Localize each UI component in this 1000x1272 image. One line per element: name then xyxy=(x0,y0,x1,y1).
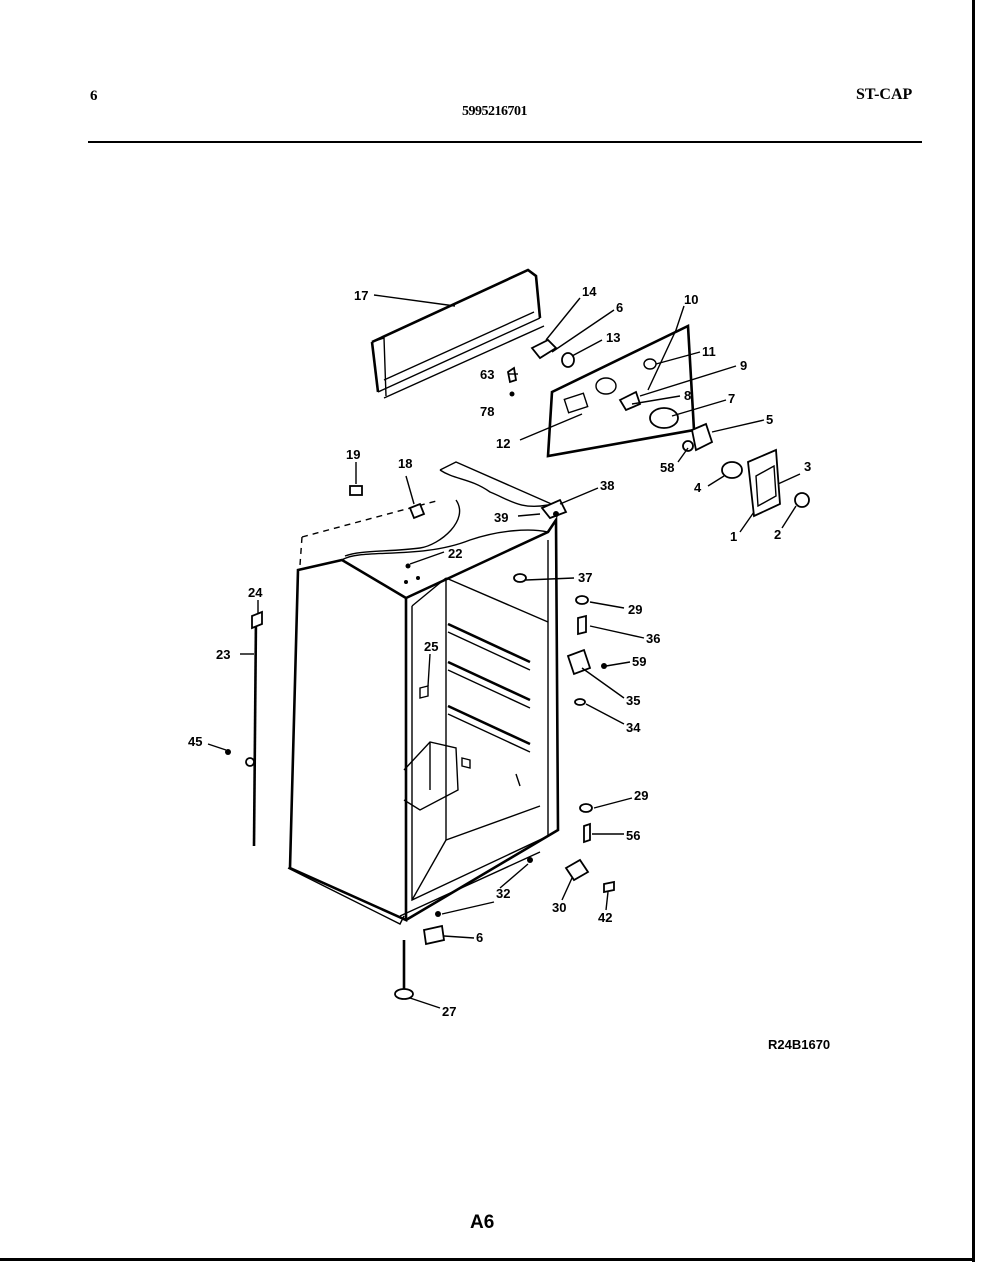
page-code: A6 xyxy=(470,1212,495,1233)
callout-label: 9 xyxy=(740,358,748,373)
callout-label: 27 xyxy=(442,1004,457,1019)
control-panel-drawing xyxy=(548,326,694,456)
callout-label: 5 xyxy=(766,412,774,427)
callout-label: 38 xyxy=(600,478,615,493)
callout-label: 12 xyxy=(496,436,511,451)
page-number: 6 xyxy=(90,88,98,104)
callout-label: 11 xyxy=(702,344,716,359)
callout-label: 13 xyxy=(606,330,621,345)
callout-label: 17 xyxy=(354,288,369,303)
callout-label: 34 xyxy=(626,720,641,735)
evaporator-cover-drawing xyxy=(372,270,544,398)
callout-label: 18 xyxy=(398,456,413,471)
callout-label: 32 xyxy=(496,886,511,901)
callout-label: 23 xyxy=(216,647,231,662)
callout-label: 6 xyxy=(476,930,484,945)
callout-label: 45 xyxy=(188,734,203,749)
callout-label: 4 xyxy=(694,480,702,495)
callout-label: 8 xyxy=(684,388,692,403)
drawing-code: R24B1670 xyxy=(768,1037,831,1052)
callout-label: 35 xyxy=(626,693,641,708)
callout-label: 29 xyxy=(628,602,643,617)
callout-label: 3 xyxy=(804,459,812,474)
section-code: ST-CAP xyxy=(856,86,913,103)
model-number: 5995216701 xyxy=(462,104,527,119)
callout-label: 58 xyxy=(660,460,675,475)
callout-label: 19 xyxy=(346,447,361,462)
callout-label: 2 xyxy=(774,527,782,542)
callout-label: 59 xyxy=(632,654,647,669)
callout-label: 36 xyxy=(646,631,661,646)
callout-label: 24 xyxy=(248,585,263,600)
callout-label: 10 xyxy=(684,292,699,307)
callout-label: 63 xyxy=(480,367,495,382)
callout-label: 1 xyxy=(730,529,738,544)
callout-label: 7 xyxy=(728,391,736,406)
callout-label: 78 xyxy=(480,404,495,419)
callout-label: 14 xyxy=(582,284,597,299)
callout-label: 42 xyxy=(598,910,613,925)
cabinet-liner-drawing xyxy=(288,462,558,924)
callout-label: 29 xyxy=(634,788,649,803)
callout-label: 39 xyxy=(494,510,509,525)
callout-label: 6 xyxy=(616,300,624,315)
callout-label: 22 xyxy=(448,546,463,561)
callout-labels xyxy=(188,284,811,1019)
callout-label: 30 xyxy=(552,900,567,915)
callout-label: 37 xyxy=(578,570,593,585)
callout-label: 56 xyxy=(626,828,641,843)
small-parts-drawing xyxy=(225,340,812,999)
callout-label: 25 xyxy=(424,639,439,654)
